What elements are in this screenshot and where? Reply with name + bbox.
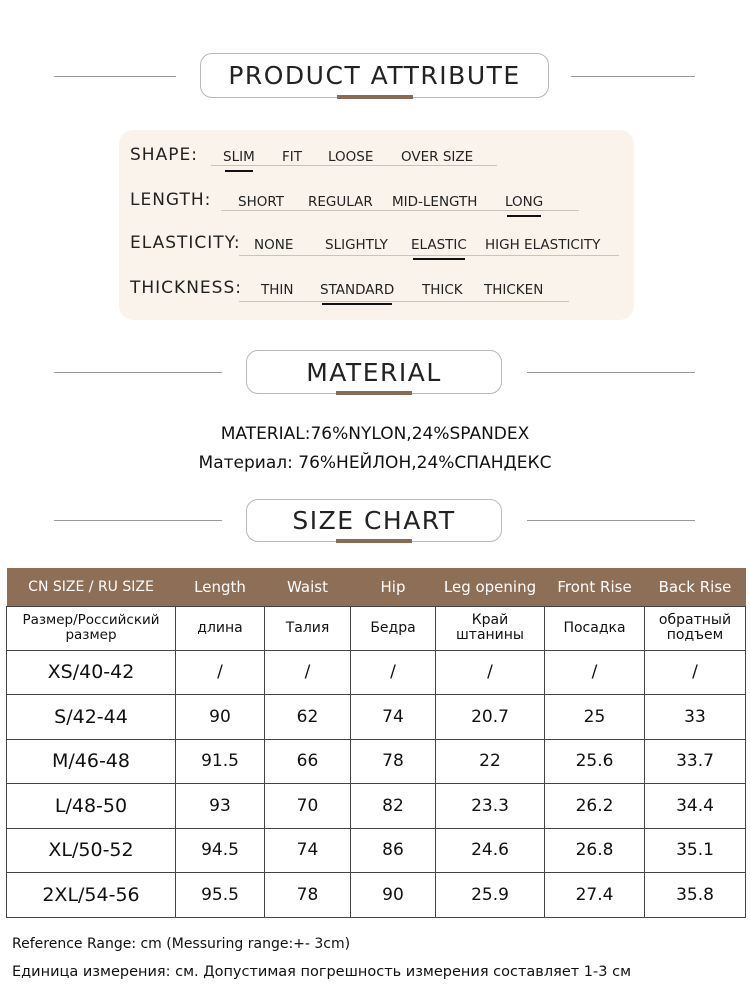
table-cell: 78 <box>351 739 436 784</box>
table-header-ru-row <box>7 606 746 650</box>
table-header-cell: Back Rise <box>645 568 746 606</box>
attribute-option: THICK <box>422 282 463 298</box>
table-cell-size: 2XL/54-56 <box>7 873 176 918</box>
divider-left <box>54 372 222 373</box>
table-cell: / <box>265 650 351 695</box>
attribute-option: NONE <box>254 237 294 253</box>
table-header-cell: Hip <box>351 568 436 606</box>
table-cell: / <box>351 650 436 695</box>
table-cell: 90 <box>176 695 265 740</box>
attribute-row-shape <box>119 143 634 173</box>
divider-right <box>527 520 695 521</box>
reference-range-note: Reference Range: cm (Messuring range:+- 3cm) <box>12 936 351 952</box>
attribute-option: SLIGHTLY <box>325 237 388 253</box>
divider-right <box>571 76 695 77</box>
table-header-ru-cell: Размер/Российский размер <box>7 606 176 650</box>
table-cell: 25.9 <box>436 873 545 918</box>
table-cell: 70 <box>265 784 351 829</box>
product-attribute-title: PRODUCT ATTRIBUTE <box>228 61 521 90</box>
table-cell: 66 <box>265 739 351 784</box>
table-header-cell: Length <box>176 568 265 606</box>
table-cell-size: S/42-44 <box>7 695 176 740</box>
table-row <box>7 828 746 873</box>
table-cell: / <box>176 650 265 695</box>
material-text-ru: Материал: 76%НЕЙЛОН,24%СПАНДЕКС <box>198 453 552 473</box>
table-header-ru-cell: Талия <box>265 606 351 650</box>
divider-left <box>54 520 222 521</box>
table-cell: 24.6 <box>436 828 545 873</box>
table-header-cell: Leg opening <box>436 568 545 606</box>
attribute-underline <box>239 301 569 302</box>
table-cell: 27.4 <box>545 873 645 918</box>
table-cell: 90 <box>351 873 436 918</box>
table-cell: 34.4 <box>645 784 746 829</box>
heading-accent-bar <box>336 391 412 395</box>
table-cell: 74 <box>351 695 436 740</box>
attribute-label: LENGTH: <box>130 190 212 210</box>
table-cell: 26.8 <box>545 828 645 873</box>
attribute-underline <box>211 165 497 166</box>
attribute-panel <box>119 130 634 320</box>
attribute-option-selected: SLIM <box>223 149 255 165</box>
table-cell: 33.7 <box>645 739 746 784</box>
attribute-label: SHAPE: <box>130 145 198 165</box>
attribute-option: LOOSE <box>328 149 374 165</box>
attribute-option-selected: STANDARD <box>320 282 395 298</box>
table-header-ru-cell: Посадка <box>545 606 645 650</box>
table-cell: 62 <box>265 695 351 740</box>
attribute-option: SHORT <box>238 194 284 210</box>
attribute-option: FIT <box>282 149 302 165</box>
table-cell: 22 <box>436 739 545 784</box>
table-cell: 93 <box>176 784 265 829</box>
table-cell: 25.6 <box>545 739 645 784</box>
attribute-option: THIN <box>261 282 294 298</box>
attribute-option: REGULAR <box>308 194 373 210</box>
table-cell: 33 <box>645 695 746 740</box>
product-attribute-heading <box>200 53 549 98</box>
attribute-label: ELASTICITY: <box>130 233 241 253</box>
table-cell: 74 <box>265 828 351 873</box>
attribute-option: OVER SIZE <box>401 149 474 165</box>
table-row <box>7 873 746 918</box>
material-text-en: MATERIAL:76%NYLON,24%SPANDEX <box>220 424 530 444</box>
table-row <box>7 650 746 695</box>
size-chart-table <box>6 568 746 918</box>
table-cell: 35.8 <box>645 873 746 918</box>
table-cell: 94.5 <box>176 828 265 873</box>
table-cell: 86 <box>351 828 436 873</box>
table-cell-size: M/46-48 <box>7 739 176 784</box>
table-cell: / <box>545 650 645 695</box>
table-header-ru-cell: обратный подъем <box>645 606 746 650</box>
size-chart-title: SIZE CHART <box>292 506 456 535</box>
table-header-cell: Waist <box>265 568 351 606</box>
table-header-ru-cell: длина <box>176 606 265 650</box>
table-header-cell: CN SIZE / RU SIZE <box>7 568 176 606</box>
attribute-underline <box>239 255 619 256</box>
table-cell: 35.1 <box>645 828 746 873</box>
table-cell: / <box>645 650 746 695</box>
table-cell-size: L/48-50 <box>7 784 176 829</box>
attribute-row-length <box>119 188 634 218</box>
table-header-cell: Front Rise <box>545 568 645 606</box>
table-cell: 78 <box>265 873 351 918</box>
size-chart-heading <box>246 499 502 542</box>
table-header-row <box>7 568 746 606</box>
attribute-option: HIGH ELASTICITY <box>485 237 601 253</box>
attribute-option-selected: ELASTIC <box>411 237 467 253</box>
attribute-row-elasticity <box>119 231 634 261</box>
table-cell: 95.5 <box>176 873 265 918</box>
table-cell-size: XS/40-42 <box>7 650 176 695</box>
heading-accent-bar <box>336 539 412 543</box>
table-cell-size: XL/50-52 <box>7 828 176 873</box>
attribute-row-thickness <box>119 276 634 306</box>
table-cell: 20.7 <box>436 695 545 740</box>
divider-left <box>54 76 176 77</box>
table-row <box>7 739 746 784</box>
table-cell: 91.5 <box>176 739 265 784</box>
attribute-option: THICKEN <box>484 282 544 298</box>
table-cell: 26.2 <box>545 784 645 829</box>
table-cell: 82 <box>351 784 436 829</box>
attribute-option-selected: LONG <box>505 194 544 210</box>
measurement-note-ru: Единица измерения: см. Допустимая погрешность измерения составляет 1-3 см <box>12 964 632 980</box>
attribute-label: THICKNESS: <box>130 278 242 298</box>
heading-accent-bar <box>337 95 413 99</box>
table-row <box>7 784 746 829</box>
table-header-ru-cell: Бедра <box>351 606 436 650</box>
material-title: MATERIAL <box>306 357 442 387</box>
attribute-option: MID-LENGTH <box>392 194 478 210</box>
table-header-ru-cell: Край штанины <box>436 606 545 650</box>
table-cell: / <box>436 650 545 695</box>
divider-right <box>527 372 695 373</box>
attribute-underline <box>221 210 579 211</box>
table-row <box>7 695 746 740</box>
material-heading <box>246 350 502 394</box>
table-cell: 23.3 <box>436 784 545 829</box>
table-cell: 25 <box>545 695 645 740</box>
